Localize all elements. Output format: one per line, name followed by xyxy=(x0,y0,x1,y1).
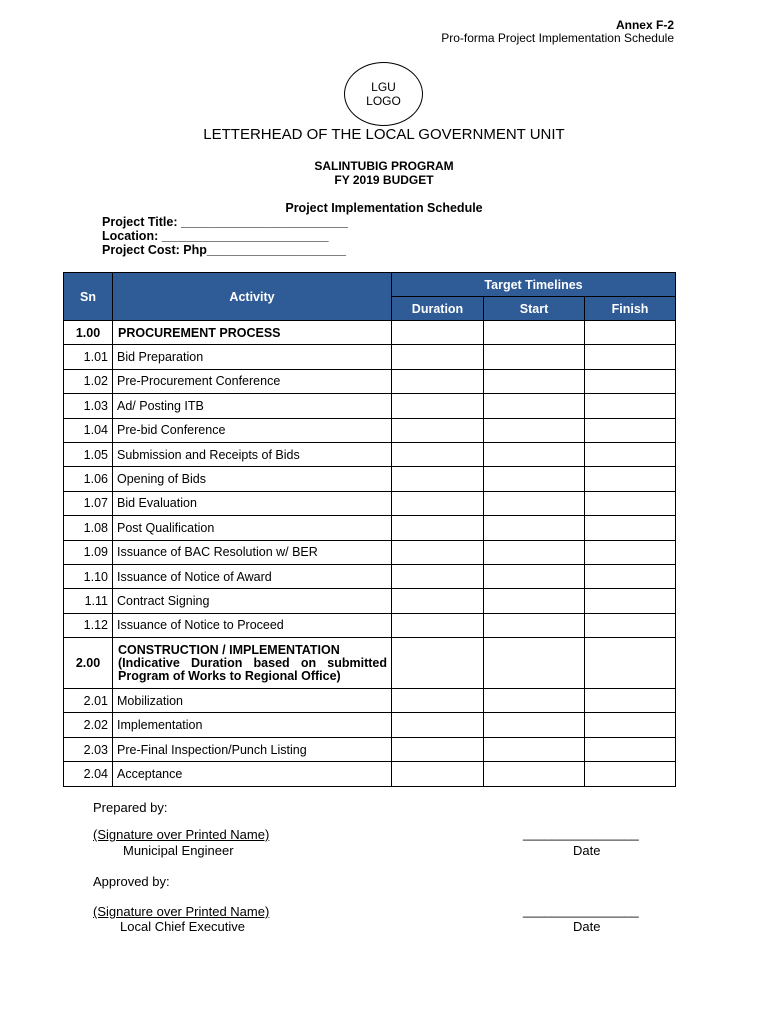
project-fields xyxy=(102,215,348,257)
row-sn: 1.12 xyxy=(64,613,113,637)
finish-cell[interactable] xyxy=(585,638,676,689)
duration-cell[interactable] xyxy=(392,345,484,369)
table-row xyxy=(64,467,676,491)
table-row xyxy=(64,491,676,515)
row-activity: Bid Preparation xyxy=(113,345,392,369)
header-activity: Activity xyxy=(113,273,392,321)
row-activity: Pre-bid Conference xyxy=(113,418,392,442)
start-cell[interactable] xyxy=(484,737,585,761)
section-note: (Indicative Duration based on submitted Program of Works to Regional Office) xyxy=(118,656,387,684)
start-cell[interactable] xyxy=(484,516,585,540)
program-budget: FY 2019 BUDGET xyxy=(334,173,434,187)
program-name: SALINTUBIG PROGRAM xyxy=(314,159,454,173)
start-cell[interactable] xyxy=(484,467,585,491)
finish-cell[interactable] xyxy=(585,467,676,491)
row-sn: 1.06 xyxy=(64,467,113,491)
start-cell[interactable] xyxy=(484,638,585,689)
row-activity: Submission and Receipts of Bids xyxy=(113,442,392,466)
section-row-procurement xyxy=(64,321,676,345)
row-activity: Issuance of Notice of Award xyxy=(113,564,392,588)
start-cell[interactable] xyxy=(484,540,585,564)
table-row xyxy=(64,418,676,442)
annex-code: Annex F-2 xyxy=(615,18,674,32)
duration-cell[interactable] xyxy=(392,689,484,713)
project-location-field: Location: ________________________ xyxy=(102,229,329,243)
finish-cell[interactable] xyxy=(585,516,676,540)
section-title: CONSTRUCTION / IMPLEMENTATION xyxy=(118,643,340,658)
approved-signature-line: (Signature over Printed Name) xyxy=(93,904,270,919)
duration-cell[interactable] xyxy=(392,369,484,393)
approved-by-label: Approved by: xyxy=(93,874,170,889)
header-target-timelines: Target Timelines xyxy=(392,273,676,297)
annex-subtitle: Pro-forma Project Implementation Schedule xyxy=(441,31,674,45)
start-cell[interactable] xyxy=(484,613,585,637)
row-activity: Pre-Procurement Conference xyxy=(113,369,392,393)
project-cost-field: Project Cost: Php____________________ xyxy=(102,243,346,257)
row-sn: 1.08 xyxy=(64,516,113,540)
start-cell[interactable] xyxy=(484,321,585,345)
annex-header xyxy=(441,19,674,45)
row-sn: 1.09 xyxy=(64,540,113,564)
start-cell[interactable] xyxy=(484,564,585,588)
row-sn: 2.02 xyxy=(64,713,113,737)
section-title: PROCUREMENT PROCESS xyxy=(113,321,392,345)
duration-cell[interactable] xyxy=(392,613,484,637)
finish-cell[interactable] xyxy=(585,491,676,515)
logo-line-1: LGU xyxy=(371,80,396,94)
duration-cell[interactable] xyxy=(392,442,484,466)
finish-cell[interactable] xyxy=(585,442,676,466)
letterhead: LETTERHEAD OF THE LOCAL GOVERNMENT UNIT xyxy=(203,126,565,143)
table-row xyxy=(64,737,676,761)
row-sn: 1.04 xyxy=(64,418,113,442)
row-sn: 1.03 xyxy=(64,394,113,418)
header-start: Start xyxy=(484,297,585,321)
finish-cell[interactable] xyxy=(585,737,676,761)
lgu-logo-placeholder xyxy=(344,62,423,126)
prepared-date-line: ________________ xyxy=(523,826,639,841)
row-activity: Acceptance xyxy=(113,762,392,786)
duration-cell[interactable] xyxy=(392,516,484,540)
row-activity: Opening of Bids xyxy=(113,467,392,491)
prepared-by-label: Prepared by: xyxy=(93,800,168,815)
duration-cell[interactable] xyxy=(392,638,484,689)
row-activity: Contract Signing xyxy=(113,589,392,613)
start-cell[interactable] xyxy=(484,491,585,515)
approved-role: Local Chief Executive xyxy=(120,919,246,934)
prepared-date-label: Date xyxy=(573,843,601,858)
table-row xyxy=(64,369,676,393)
approved-date-line: ________________ xyxy=(523,903,639,918)
table-row xyxy=(64,442,676,466)
row-activity: Bid Evaluation xyxy=(113,491,392,515)
table-row xyxy=(64,516,676,540)
section-sn: 2.00 xyxy=(64,638,113,689)
start-cell[interactable] xyxy=(484,418,585,442)
row-sn: 2.03 xyxy=(64,737,113,761)
start-cell[interactable] xyxy=(484,345,585,369)
table-row xyxy=(64,345,676,369)
row-activity: Pre-Final Inspection/Punch Listing xyxy=(113,737,392,761)
start-cell[interactable] xyxy=(484,369,585,393)
row-sn: 2.01 xyxy=(64,689,113,713)
finish-cell[interactable] xyxy=(585,394,676,418)
row-sn: 1.10 xyxy=(64,564,113,588)
finish-cell[interactable] xyxy=(585,689,676,713)
start-cell[interactable] xyxy=(484,394,585,418)
finish-cell[interactable] xyxy=(585,418,676,442)
schedule-title: Project Implementation Schedule xyxy=(285,201,483,215)
row-sn: 1.11 xyxy=(64,589,113,613)
approved-date-label: Date xyxy=(573,919,601,934)
row-sn: 2.04 xyxy=(64,762,113,786)
duration-cell[interactable] xyxy=(392,491,484,515)
duration-cell[interactable] xyxy=(392,589,484,613)
row-sn: 1.02 xyxy=(64,369,113,393)
table-row xyxy=(64,689,676,713)
finish-cell[interactable] xyxy=(585,713,676,737)
start-cell[interactable] xyxy=(484,589,585,613)
row-activity: Implementation xyxy=(113,713,392,737)
header-sn: Sn xyxy=(64,273,113,321)
duration-cell[interactable] xyxy=(392,564,484,588)
section-title-cell xyxy=(113,638,392,689)
section-sn: 1.00 xyxy=(64,321,113,345)
row-sn: 1.05 xyxy=(64,442,113,466)
row-activity: Ad/ Posting ITB xyxy=(113,394,392,418)
table-row xyxy=(64,613,676,637)
finish-cell[interactable] xyxy=(585,540,676,564)
table-row xyxy=(64,394,676,418)
row-sn: 1.01 xyxy=(64,345,113,369)
project-title-field: Project Title: ________________________ xyxy=(102,215,348,229)
finish-cell[interactable] xyxy=(585,345,676,369)
row-activity: Issuance of Notice to Proceed xyxy=(113,613,392,637)
implementation-schedule-table xyxy=(63,272,676,787)
duration-cell[interactable] xyxy=(392,540,484,564)
row-activity: Issuance of BAC Resolution w/ BER xyxy=(113,540,392,564)
start-cell[interactable] xyxy=(484,689,585,713)
row-sn: 1.07 xyxy=(64,491,113,515)
finish-cell[interactable] xyxy=(585,589,676,613)
duration-cell[interactable] xyxy=(392,394,484,418)
duration-cell[interactable] xyxy=(392,713,484,737)
program-heading xyxy=(0,159,768,187)
finish-cell[interactable] xyxy=(585,762,676,786)
prepared-signature-line: (Signature over Printed Name) xyxy=(93,827,270,842)
finish-cell[interactable] xyxy=(585,321,676,345)
table-row xyxy=(64,540,676,564)
duration-cell[interactable] xyxy=(392,418,484,442)
table-row xyxy=(64,713,676,737)
table-row xyxy=(64,762,676,786)
row-activity: Post Qualification xyxy=(113,516,392,540)
start-cell[interactable] xyxy=(484,713,585,737)
duration-cell[interactable] xyxy=(392,321,484,345)
row-activity: Mobilization xyxy=(113,689,392,713)
duration-cell[interactable] xyxy=(392,467,484,491)
table-row xyxy=(64,589,676,613)
finish-cell[interactable] xyxy=(585,613,676,637)
duration-cell[interactable] xyxy=(392,737,484,761)
finish-cell[interactable] xyxy=(585,564,676,588)
start-cell[interactable] xyxy=(484,442,585,466)
duration-cell[interactable] xyxy=(392,762,484,786)
header-finish: Finish xyxy=(585,297,676,321)
header-duration: Duration xyxy=(392,297,484,321)
logo-line-2: LOGO xyxy=(366,94,401,108)
finish-cell[interactable] xyxy=(585,369,676,393)
table-row xyxy=(64,564,676,588)
section-row-construction xyxy=(64,638,676,689)
start-cell[interactable] xyxy=(484,762,585,786)
prepared-role: Municipal Engineer xyxy=(123,843,234,858)
